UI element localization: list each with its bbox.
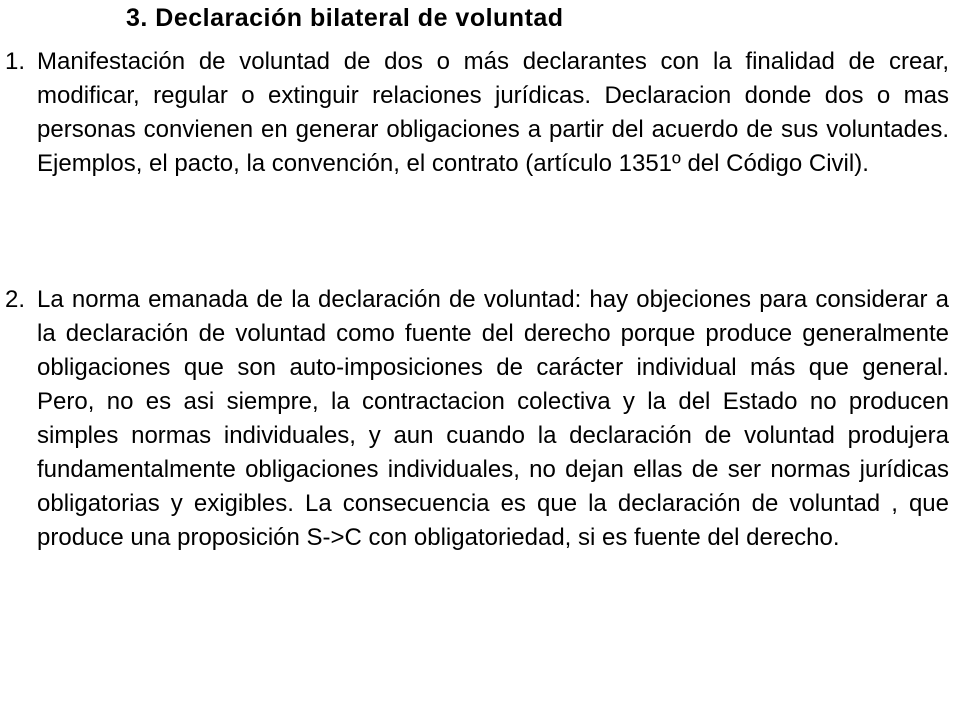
list-item-text: La norma emanada de la declaración de voluntad: hay objeciones para considerar a la declaración de voluntad como fuente del derecho porque produce generalmente obligaciones que son auto-imposiciones de carácter individual más que general. Pero, no es asi siempre, la contractacion colectiva y la del Estado no producen simples normas individuales, y aun cuando la declaración de voluntad produjera fundamentalmente obligaciones individuales, no dejan ellas de ser normas jurídicas obligatorias y exigibles. La consecuencia es que la declaración de voluntad , que produce una proposición S->C con obligatoriedad, si es fuente del derecho. — [37, 286, 949, 551]
list-item-number: 2. — [5, 286, 26, 313]
slide-title: 3. Declaración bilateral de voluntad — [126, 4, 564, 32]
list-item-text: Manifestación de voluntad de dos o más declarantes con la finalidad de crear, modificar, regular o extinguir relaciones jurídicas. Declaracion donde dos o mas personas convienen en generar obligaciones a partir del acuerdo de sus voluntades. Ejemplos, el pacto, la convención, el contrato (artículo 1351º del Código Civil). — [37, 48, 949, 177]
list-item-number: 1. — [5, 48, 26, 75]
